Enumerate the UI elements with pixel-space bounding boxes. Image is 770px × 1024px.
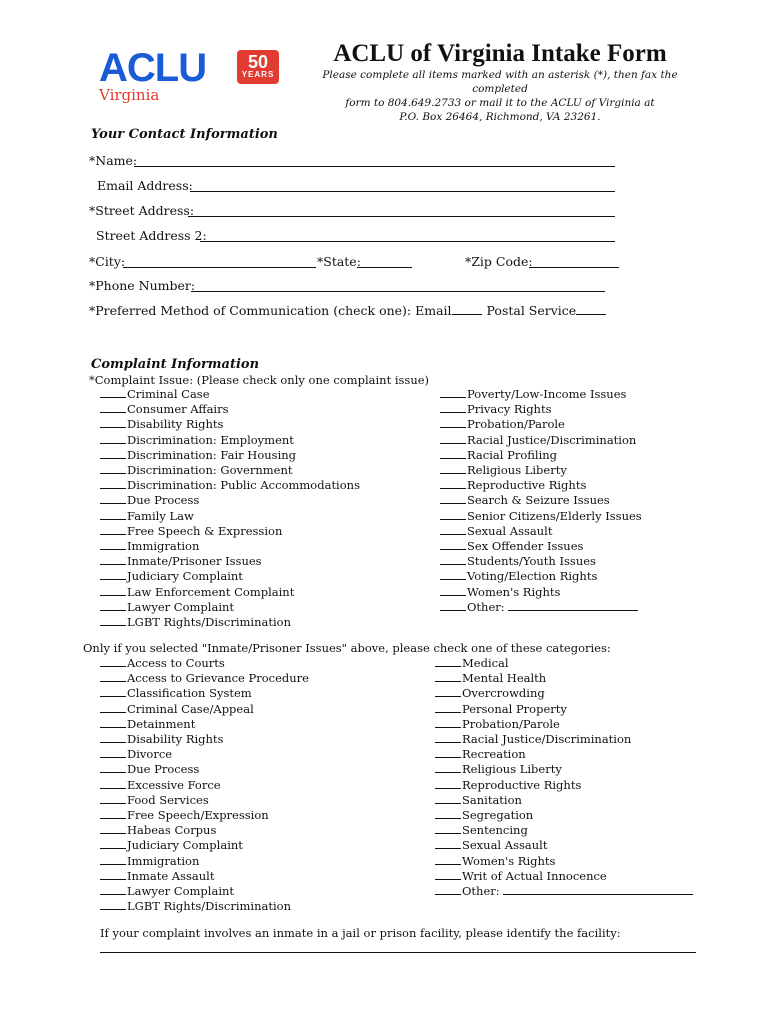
checkbox-blank[interactable] xyxy=(100,869,126,880)
list-item-label: Disability Rights xyxy=(127,732,224,746)
list-item-label: Religious Liberty xyxy=(467,463,567,477)
checkbox-blank[interactable] xyxy=(100,762,126,773)
list-item-label: Divorce xyxy=(127,747,173,762)
list-item-label: Sexual Assault xyxy=(462,838,548,853)
list-item-label: Immigration xyxy=(127,539,200,553)
preferred-method-label: *Preferred Method of Communication (check one): Email xyxy=(89,303,452,318)
checkbox-blank[interactable] xyxy=(435,762,461,773)
list-item xyxy=(100,387,210,402)
list-item xyxy=(435,732,631,747)
list-item xyxy=(100,717,195,732)
checkbox-blank[interactable] xyxy=(100,671,126,682)
list-item-label: Racial Justice/Discrimination xyxy=(467,432,637,447)
checkbox-blank[interactable] xyxy=(100,686,126,697)
list-item-label: Access to Grievance Procedure xyxy=(127,671,309,686)
list-item-label: Law Enforcement Complaint xyxy=(127,584,295,599)
list-item xyxy=(100,600,234,615)
list-item-label: Reproductive Rights xyxy=(462,777,582,792)
list-item xyxy=(100,747,172,762)
checkbox-blank[interactable] xyxy=(100,778,126,789)
list-item-label: Privacy Rights xyxy=(467,402,552,417)
checkbox-blank[interactable] xyxy=(100,747,126,758)
list-item-label: Other: xyxy=(462,884,500,898)
checkbox-blank[interactable] xyxy=(435,884,461,895)
checkbox-blank[interactable] xyxy=(435,686,461,697)
badge-label: YEARS xyxy=(241,70,275,79)
list-item xyxy=(435,702,567,717)
list-item xyxy=(440,493,610,508)
list-item-label: Medical xyxy=(462,656,509,670)
list-item-label: Probation/Parole xyxy=(462,716,560,731)
list-item-label: Judiciary Complaint xyxy=(127,838,243,853)
list-item xyxy=(100,478,360,493)
badge-number: 50 xyxy=(247,52,269,72)
list-item-label: Disability Rights xyxy=(127,417,224,432)
list-item xyxy=(435,793,522,808)
other-field[interactable] xyxy=(508,600,638,611)
instructions-line-2: form to 804.649.2733 or mail it to the ACLU of Virginia at xyxy=(345,97,655,109)
list-item xyxy=(100,671,309,686)
checkbox-blank[interactable] xyxy=(100,899,126,910)
checkbox-blank[interactable] xyxy=(100,433,126,444)
list-item xyxy=(100,854,199,869)
street-field[interactable] xyxy=(188,216,615,217)
list-item-label: Probation/Parole xyxy=(467,417,565,432)
checkbox-blank[interactable] xyxy=(435,778,461,789)
list-item-label: Discrimination: Employment xyxy=(127,432,294,447)
checkbox-blank[interactable] xyxy=(440,402,466,413)
list-item-label: Free Speech & Expression xyxy=(127,523,283,538)
list-item-label: Classification System xyxy=(127,686,252,701)
list-item-label: Religious Liberty xyxy=(462,762,562,777)
checkbox-blank[interactable] xyxy=(435,671,461,682)
list-item-label: Discrimination: Government xyxy=(127,463,293,477)
checkbox-blank[interactable] xyxy=(440,585,466,596)
checkbox-blank[interactable] xyxy=(440,493,466,504)
checkbox-blank[interactable] xyxy=(100,509,126,520)
checkbox-blank[interactable] xyxy=(435,702,461,713)
checkbox-blank[interactable] xyxy=(100,569,126,580)
checkbox-blank[interactable] xyxy=(440,524,466,535)
list-item xyxy=(100,762,199,777)
list-item xyxy=(100,823,216,838)
list-item-label: Sexual Assault xyxy=(467,523,553,538)
list-item-label: Racial Profiling xyxy=(467,447,558,462)
city-field[interactable] xyxy=(123,267,316,268)
list-item xyxy=(100,524,282,539)
checkbox-blank[interactable] xyxy=(440,387,466,398)
checkbox-blank[interactable] xyxy=(440,539,466,550)
list-item xyxy=(435,823,528,838)
list-item xyxy=(100,615,291,630)
list-item xyxy=(100,539,199,554)
list-item xyxy=(435,869,607,884)
list-item xyxy=(440,539,583,554)
checkbox-blank[interactable] xyxy=(440,569,466,580)
list-item-label: Inmate/Prisoner Issues xyxy=(127,554,262,569)
list-item xyxy=(440,448,557,463)
list-item-label: Family Law xyxy=(127,508,194,523)
list-item xyxy=(100,899,291,914)
checkbox-blank[interactable] xyxy=(100,387,126,398)
list-item-label: Personal Property xyxy=(462,701,567,716)
list-item-label: Women's Rights xyxy=(467,584,561,599)
checkbox-blank[interactable] xyxy=(100,493,126,504)
list-item-label: Judiciary Complaint xyxy=(127,569,243,584)
street2-field[interactable] xyxy=(200,241,615,242)
checkbox-blank[interactable] xyxy=(100,463,126,474)
list-item xyxy=(100,554,262,569)
list-item-label: Food Services xyxy=(127,792,209,807)
list-item xyxy=(100,702,254,717)
list-item xyxy=(100,732,223,747)
email-label: Email Address: xyxy=(97,178,193,193)
list-item xyxy=(100,656,225,671)
list-item xyxy=(100,493,199,508)
checkbox-blank[interactable] xyxy=(100,448,126,459)
list-item-label: Free Speech/Expression xyxy=(127,808,269,822)
checkbox-blank[interactable] xyxy=(100,884,126,895)
checkbox-blank[interactable] xyxy=(435,808,461,819)
list-item-label: Inmate Assault xyxy=(127,868,215,883)
list-item xyxy=(100,686,252,701)
list-item xyxy=(100,402,229,417)
list-item-label: Sentencing xyxy=(462,823,528,838)
checkbox-blank[interactable] xyxy=(435,838,461,849)
list-item-label: Search & Seizure Issues xyxy=(467,493,610,508)
preferred-method-row xyxy=(89,303,607,318)
phone-label: *Phone Number: xyxy=(89,278,196,293)
state-field[interactable] xyxy=(357,267,412,268)
checkbox-blank[interactable] xyxy=(100,524,126,535)
checkbox-blank[interactable] xyxy=(440,417,466,428)
checkbox-blank[interactable] xyxy=(435,869,461,880)
zip-field[interactable] xyxy=(529,267,619,268)
list-item-label: Access to Courts xyxy=(127,656,225,670)
list-item-label: Consumer Affairs xyxy=(127,402,229,417)
list-item-label: Detainment xyxy=(127,716,196,731)
list-item xyxy=(435,762,562,777)
checkbox-blank[interactable] xyxy=(100,838,126,849)
fifty-years-badge xyxy=(237,50,279,84)
list-item xyxy=(440,417,565,432)
list-item xyxy=(100,869,214,884)
list-item-label: Lawyer Complaint xyxy=(127,599,235,614)
list-item-label: LGBT Rights/Discrimination xyxy=(127,899,291,914)
list-item-label: Mental Health xyxy=(462,671,547,686)
checkbox-blank[interactable] xyxy=(435,793,461,804)
checkbox-blank[interactable] xyxy=(435,656,461,667)
instructions-line-3: P.O. Box 26464, Richmond, VA 23261. xyxy=(399,111,601,123)
list-item xyxy=(440,554,596,569)
checkbox-blank[interactable] xyxy=(100,585,126,596)
list-item-label: Recreation xyxy=(462,747,526,762)
checkbox-blank[interactable] xyxy=(100,600,126,611)
list-item xyxy=(100,808,269,823)
checkbox-blank[interactable] xyxy=(440,600,466,611)
checkbox-blank[interactable] xyxy=(435,717,461,728)
list-item xyxy=(100,417,223,432)
aclu-virginia-logo xyxy=(97,44,287,108)
checkbox-blank[interactable] xyxy=(100,417,126,428)
checkbox-blank[interactable] xyxy=(100,808,126,819)
list-item-label: Criminal Case/Appeal xyxy=(127,701,254,716)
list-item xyxy=(435,854,555,869)
list-item xyxy=(440,433,636,448)
city-label: *City: xyxy=(89,254,126,269)
complaint-heading: Complaint Information xyxy=(91,357,260,372)
list-item-label: Lawyer Complaint xyxy=(127,884,235,898)
contact-heading: Your Contact Information xyxy=(91,127,278,142)
street-label: *Street Address: xyxy=(89,203,195,218)
checkbox-blank[interactable] xyxy=(100,793,126,804)
checkbox-blank[interactable] xyxy=(440,433,466,444)
list-item-label: Students/Youth Issues xyxy=(467,554,596,569)
list-item xyxy=(100,884,234,899)
list-item xyxy=(435,686,545,701)
checkbox-blank[interactable] xyxy=(100,539,126,550)
postal-checkbox[interactable] xyxy=(576,304,606,315)
list-item xyxy=(100,778,221,793)
list-item xyxy=(435,838,547,853)
list-item-label: LGBT Rights/Discrimination xyxy=(127,615,291,629)
checkbox-blank[interactable] xyxy=(435,747,461,758)
checkbox-blank[interactable] xyxy=(440,448,466,459)
street2-label: Street Address 2: xyxy=(96,228,207,243)
list-item-label: Due Process xyxy=(127,762,200,777)
list-item-label: Habeas Corpus xyxy=(127,823,217,838)
checkbox-blank[interactable] xyxy=(100,854,126,865)
checkbox-blank[interactable] xyxy=(435,854,461,865)
list-item-label: Senior Citizens/Elderly Issues xyxy=(467,508,642,523)
list-item xyxy=(440,402,552,417)
checkbox-blank[interactable] xyxy=(435,732,461,743)
checkbox-blank[interactable] xyxy=(100,615,126,626)
list-item xyxy=(100,463,292,478)
list-item xyxy=(435,717,560,732)
list-item-label: Due Process xyxy=(127,493,200,508)
checkbox-blank[interactable] xyxy=(100,478,126,489)
list-item-label: Overcrowding xyxy=(462,686,545,701)
list-item xyxy=(100,433,294,448)
facility-prompt: If your complaint involves an inmate in a jail or prison facility, please identify the facility: xyxy=(100,926,621,940)
list-item xyxy=(440,569,597,584)
list-item xyxy=(100,509,194,524)
logo-wordmark: ACLU xyxy=(99,46,207,90)
list-item xyxy=(435,671,546,686)
list-item xyxy=(440,524,552,539)
checkbox-blank[interactable] xyxy=(100,702,126,713)
list-item xyxy=(100,793,209,808)
list-item xyxy=(440,387,626,402)
instructions-line-1: Please complete all items marked with an asterisk (*), then fax the completed xyxy=(322,69,678,95)
list-item-label: Sanitation xyxy=(462,792,522,807)
list-item-label: Writ of Actual Innocence xyxy=(462,868,607,883)
list-item-label: Racial Justice/Discrimination xyxy=(462,732,632,746)
list-item-label: Immigration xyxy=(127,853,200,868)
inmate-prompt: Only if you selected "Inmate/Prisoner Issues" above, please check one of these categories: xyxy=(83,641,611,655)
checkbox-blank[interactable] xyxy=(440,554,466,565)
checkbox-blank[interactable] xyxy=(100,554,126,565)
list-item-label: Voting/Election Rights xyxy=(467,569,598,584)
list-item xyxy=(100,585,294,600)
list-item xyxy=(435,747,526,762)
list-item-label: Reproductive Rights xyxy=(467,478,587,493)
checkbox-blank[interactable] xyxy=(100,402,126,413)
name-label: *Name: xyxy=(89,153,138,168)
list-item-label: Women's Rights xyxy=(462,853,556,868)
other-field[interactable] xyxy=(503,884,693,895)
list-item xyxy=(100,448,296,463)
complaint-issue-prompt: *Complaint Issue: (Please check only one complaint issue) xyxy=(89,373,430,387)
list-item-label: Discrimination: Fair Housing xyxy=(127,447,297,462)
checkbox-blank[interactable] xyxy=(100,717,126,728)
form-title: ACLU of Virginia Intake Form xyxy=(333,40,667,67)
list-item-label: Criminal Case xyxy=(127,387,210,401)
form-instructions xyxy=(310,68,690,124)
list-item-label: Discrimination: Public Accommodations xyxy=(127,478,360,493)
checkbox-blank[interactable] xyxy=(100,656,126,667)
list-item xyxy=(440,478,586,493)
checkbox-blank[interactable] xyxy=(440,478,466,489)
list-item xyxy=(100,569,243,584)
zip-label: *Zip Code: xyxy=(465,254,533,269)
list-item xyxy=(100,838,243,853)
list-item xyxy=(440,585,560,600)
list-item xyxy=(440,509,642,524)
facility-field[interactable] xyxy=(100,952,696,953)
list-item xyxy=(435,808,533,823)
postal-label: Postal Service xyxy=(486,303,577,318)
list-item xyxy=(435,778,581,793)
phone-field[interactable] xyxy=(191,291,605,292)
list-item xyxy=(440,463,567,478)
checkbox-blank[interactable] xyxy=(100,732,126,743)
email-checkbox[interactable] xyxy=(452,304,482,315)
logo-subtitle: Virginia xyxy=(99,86,160,104)
list-item-label: Segregation xyxy=(462,808,534,822)
state-label: *State: xyxy=(317,254,361,269)
checkbox-blank[interactable] xyxy=(440,509,466,520)
list-item xyxy=(435,884,694,899)
checkbox-blank[interactable] xyxy=(435,823,461,834)
list-item xyxy=(440,600,639,615)
list-item xyxy=(435,656,509,671)
email-field[interactable] xyxy=(190,191,615,192)
list-item-label: Sex Offender Issues xyxy=(467,539,584,553)
list-item-label: Other: xyxy=(467,599,505,614)
checkbox-blank[interactable] xyxy=(100,823,126,834)
list-item-label: Excessive Force xyxy=(127,777,221,792)
name-field[interactable] xyxy=(134,166,615,167)
checkbox-blank[interactable] xyxy=(440,463,466,474)
list-item-label: Poverty/Low-Income Issues xyxy=(467,387,627,401)
